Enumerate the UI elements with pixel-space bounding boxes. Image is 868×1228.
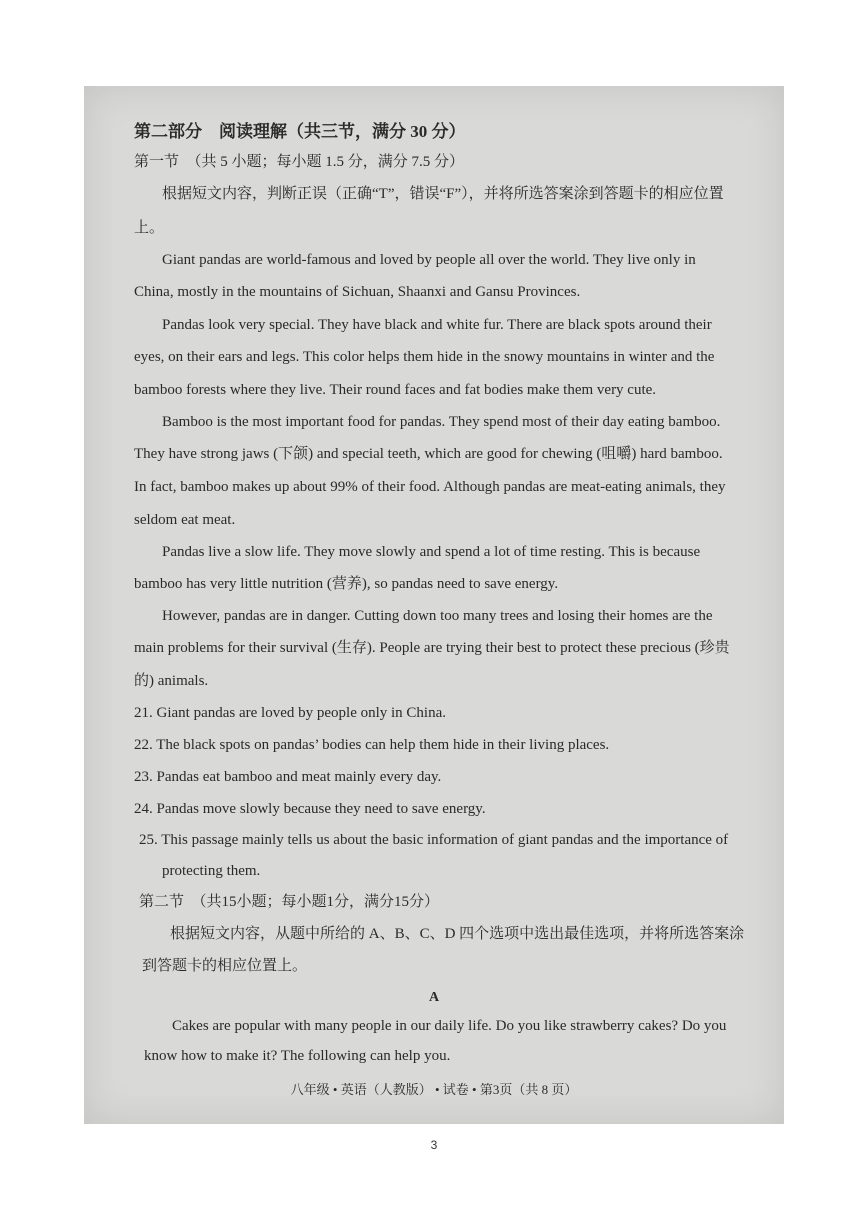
passage-line: eyes, on their ears and legs. This color helps them hide in the snowy mountains in winter and the: [134, 349, 715, 365]
passage-line: 的) animals.: [134, 673, 209, 689]
passage-line: Giant pandas are world-famous and loved by people all over the world. They live only in: [162, 252, 696, 268]
part2-instruction-line: 到答题卡的相应位置上。: [142, 958, 308, 974]
question-25: 25. This passage mainly tells us about the basic information of giant pandas and the importance of: [139, 832, 729, 848]
passage-a-line: Cakes are popular with many people in our daily life. Do you like strawberry cakes? Do you: [172, 1018, 727, 1034]
passage-line: China, mostly in the mountains of Sichuan, Shaanxi and Gansu Provinces.: [134, 284, 581, 300]
passage-a-label: A: [428, 990, 440, 1005]
passage-line: Bamboo is the most important food for pandas. They spend most of their day eating bamboo.: [162, 414, 721, 430]
question-21: 21. Giant pandas are loved by people only in China.: [134, 705, 447, 721]
part1-instruction-line: 根据短文内容，判断正误（正确“T”，错误“F”），并将所选答案涂到答题卡的相应位置: [162, 186, 724, 202]
section-title: 第二部分 阅读理解（共三节，满分 30 分）: [134, 122, 466, 141]
page-number: 3: [430, 1138, 438, 1152]
part1-instruction-line: 上。: [134, 220, 165, 236]
part2-heading: 第二节 （共15小题；每小题1分，满分15分）: [139, 894, 440, 910]
question-24: 24. Pandas move slowly because they need to save energy.: [134, 801, 486, 817]
passage-line: Pandas live a slow life. They move slowly and spend a lot of time resting. This is because: [162, 544, 701, 560]
passage-line: However, pandas are in danger. Cutting down too many trees and losing their homes are the: [162, 608, 713, 624]
passage-a-line: know how to make it? The following can help you.: [144, 1048, 451, 1064]
passage-line: main problems for their survival (生存). People are trying their best to protect these precious (珍贵: [134, 640, 730, 656]
question-25-continued: protecting them.: [162, 863, 261, 879]
question-22: 22. The black spots on pandas’ bodies can help them hide in their living places.: [134, 737, 610, 753]
scanned-page: [84, 86, 784, 1124]
passage-line: seldom eat meat.: [134, 512, 236, 528]
part2-instruction-line: 根据短文内容，从题中所给的 A、B、C、D 四个选项中选出最佳选项，并将所选答案涂: [170, 926, 745, 942]
passage-line: bamboo has very little nutrition (营养), so pandas need to save energy.: [134, 576, 559, 592]
page-footer: 八年级 • 英语（人教版） • 试卷 • 第3页（共 8 页）: [290, 1082, 578, 1097]
passage-line: In fact, bamboo makes up about 99% of their food. Although pandas are meat-eating animals, they: [134, 479, 726, 495]
question-23: 23. Pandas eat bamboo and meat mainly every day.: [134, 769, 442, 785]
passage-line: Pandas look very special. They have black and white fur. There are black spots around their: [162, 317, 712, 333]
part1-heading: 第一节 （共 5 小题；每小题 1.5 分，满分 7.5 分）: [134, 154, 465, 170]
passage-line: bamboo forests where they live. Their round faces and fat bodies make them very cute.: [134, 382, 657, 398]
passage-line: They have strong jaws (下颌) and special teeth, which are good for chewing (咀嚼) hard bamboo.: [134, 446, 723, 462]
